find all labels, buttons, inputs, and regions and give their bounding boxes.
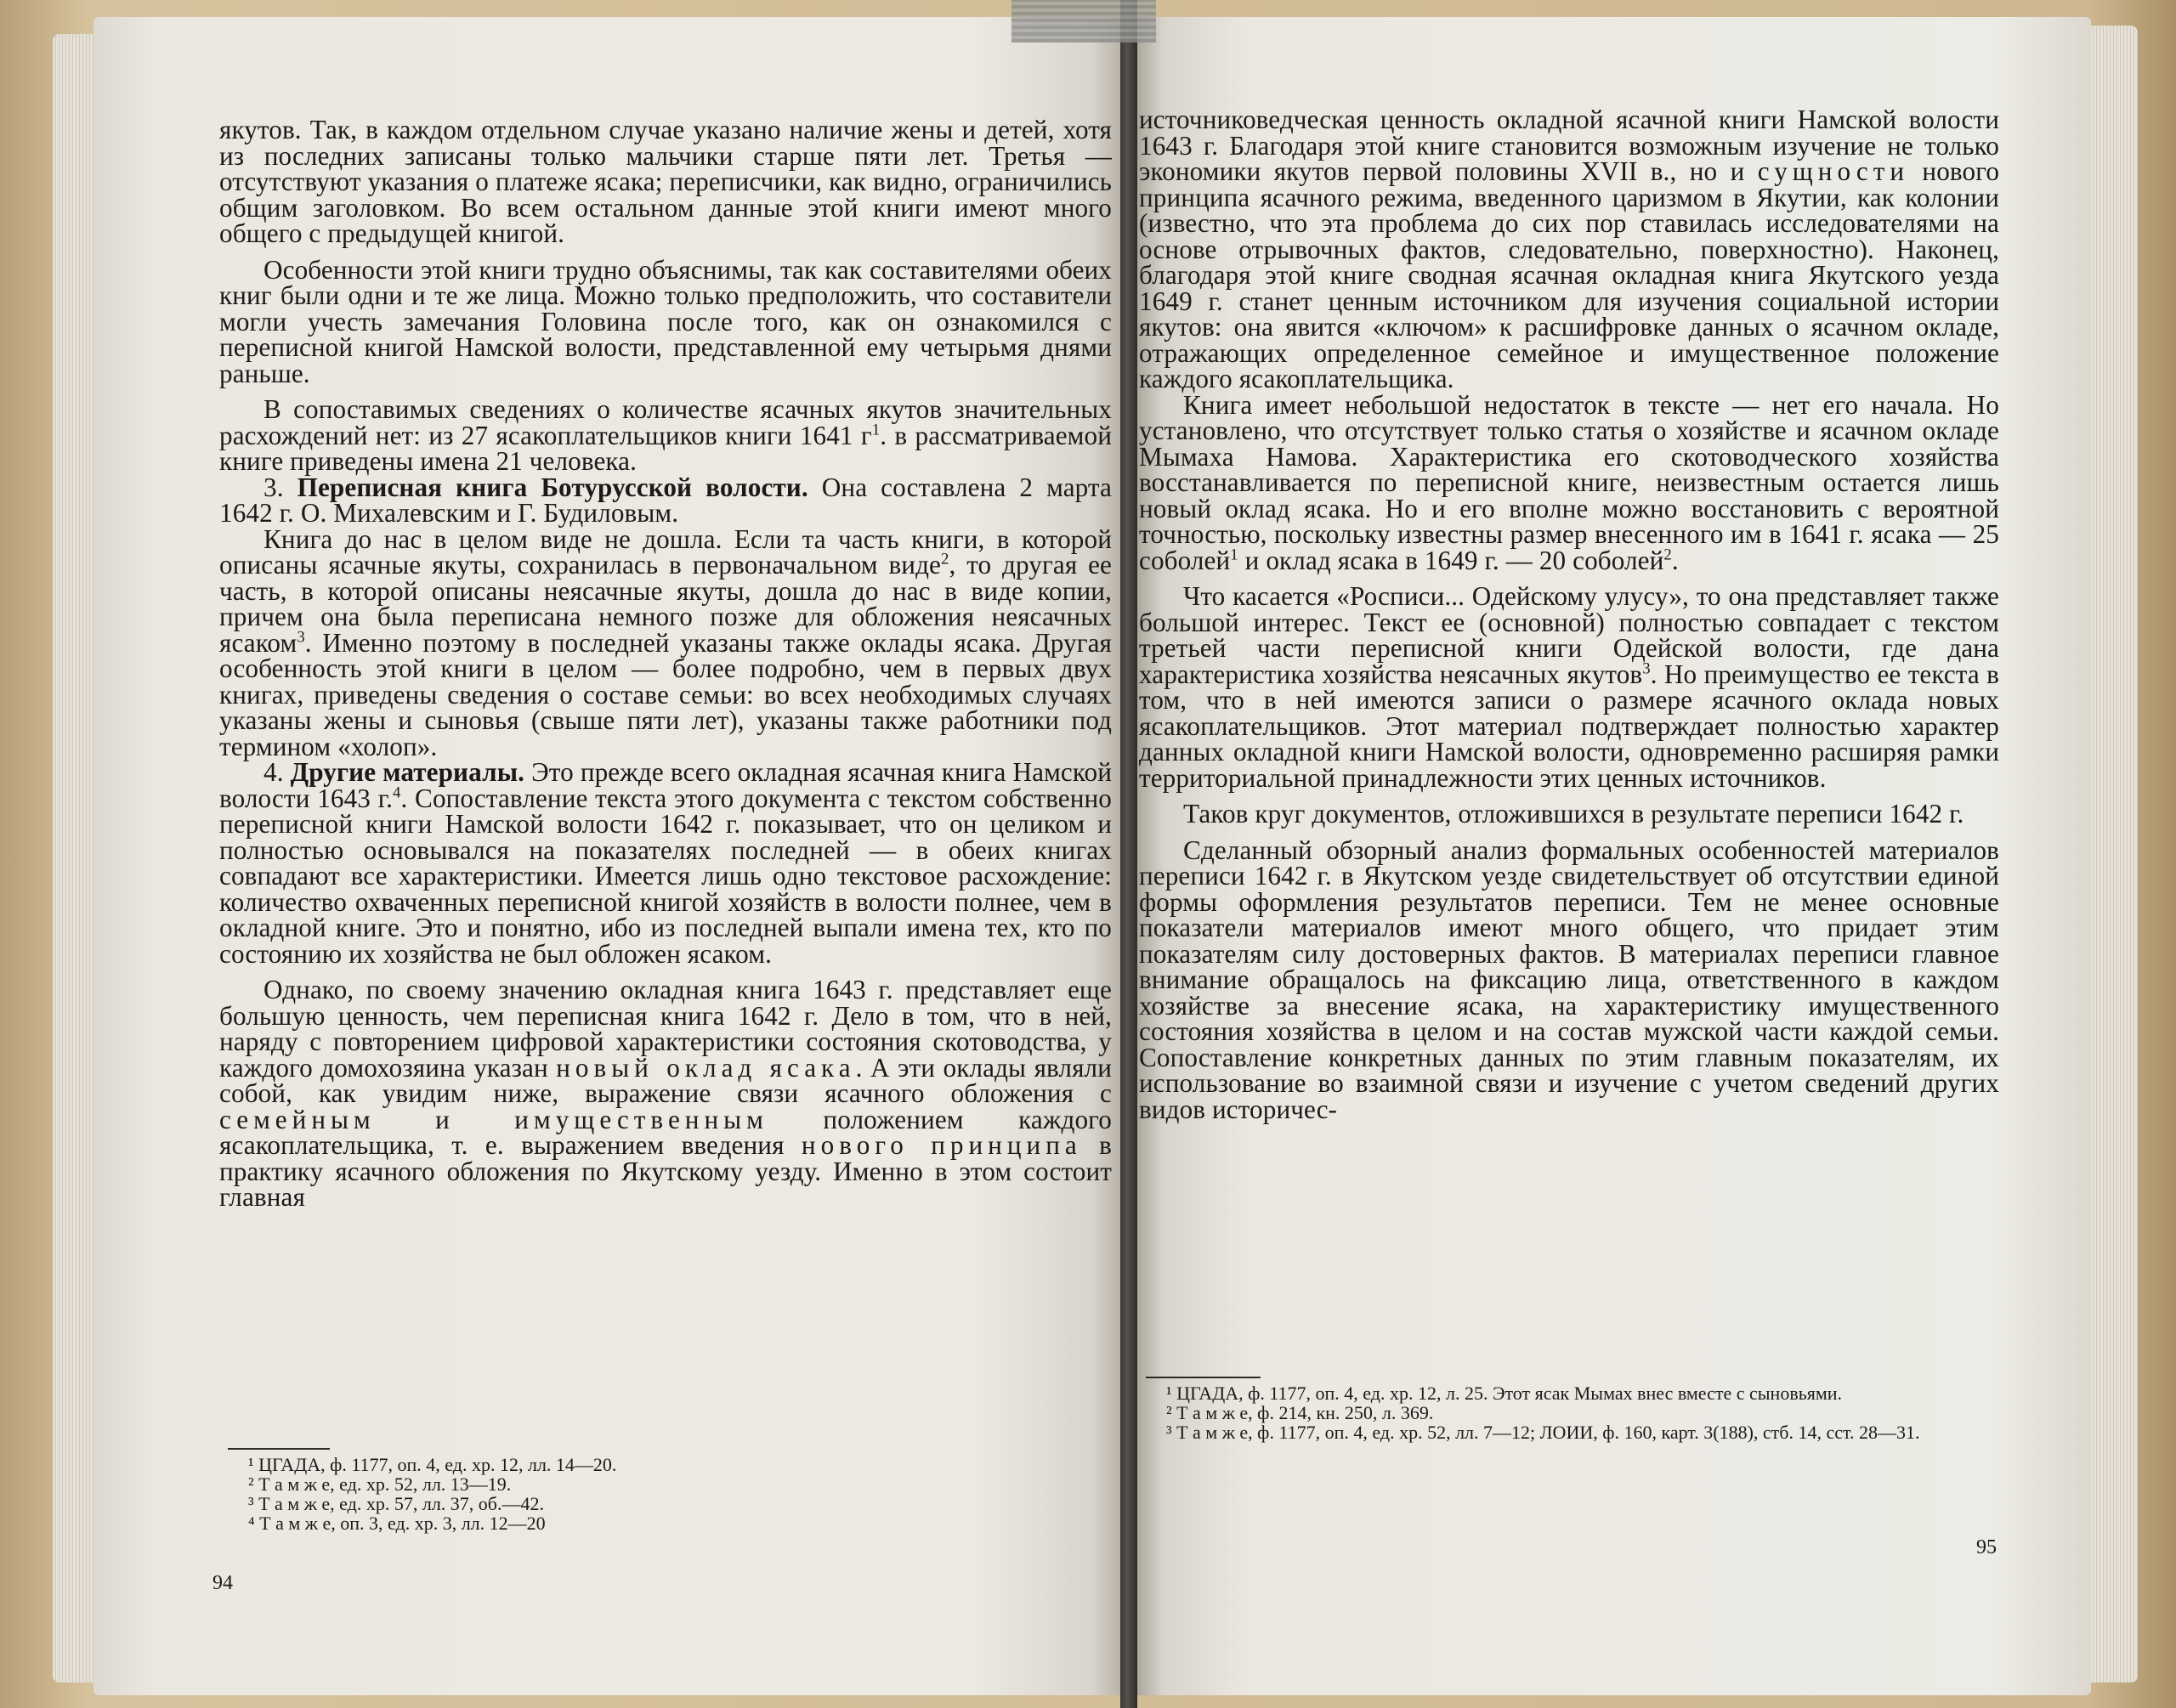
text-run: .	[1671, 545, 1679, 575]
text-run: Она составлена 2 марта 1642 г. О. Михалевским и Г. Будиловым.	[219, 472, 1112, 528]
text-run: Сделанный обзорный анализ формальных особенностей материалов переписи 1642 г. в Якутском уезде свидетельствует об отсутствии единой формы оформления результатов переписи. Тем не менее основные показатели материалов имеют много общего, что придает этим показателям силу достоверных фактов. В материалах переписи главное внимание обращалось на фиксацию лица, ответственного в каждом хозяйстве за внесение ясака, на характеристику имущественного состояния хозяйства в целом и на состав мужской части каждой семьи. Сопоставление конкретных данных по этим главным показателям, их использование во взаимной связи и изучение с учетом сведений других видов историчес-	[1139, 834, 1999, 1124]
right-footnotes	[1146, 1383, 1996, 1442]
left-paragraph	[219, 977, 1112, 1211]
spaced-emphasis: нового принципа	[801, 1130, 1082, 1160]
text-run: в практику ясачного обложения по Якутскому уезду. Именно в этом состоит главная	[219, 1130, 1112, 1212]
footnote-ref: 1	[871, 421, 881, 439]
right-footnote-rule	[1146, 1377, 1261, 1378]
footnote: ⁴ Т а м ж е, оп. 3, ед. хр. 3, лл. 12—20	[248, 1513, 546, 1534]
text-run: Что касается «Росписи... Одейскому улусу», то она представляет также большой интерес. Текст ее (основной) полностью совпадает с текстом третьей части переписной книги Одейской волости, где дана характеристика хозяйства неясачных якутов	[1139, 581, 1999, 689]
footnote: ² Т а м ж е, ед. хр. 52, лл. 13—19.	[248, 1473, 512, 1495]
text-run: нового принципа ясачного режима, введенного царизмом в Якутии, как колонии (известно, что эта проблема до сих пор ставилась исследователями на основе отрывочных фактов, следовательно, поверхностно). Наконец, благодаря этой книге сводная ясачная окладная книга Якутского уезда 1649 г. станет ценным источником для изучения социальной истории якутов: она явится «ключом» к расшифровке данных о ясачном окладе, отражающих определенное семейное и имущественное положение каждого ясакоплательщика.	[1139, 156, 2000, 393]
footnote: ² Т а м ж е, ф. 214, кн. 250, л. 369.	[1166, 1402, 1434, 1423]
text-run: . в рассматриваемой книге приведены имена 21 человека.	[219, 420, 1112, 476]
left-paragraph	[219, 117, 1112, 247]
footnote: ³ Т а м ж е, ф. 1177, оп. 4, ед. хр. 52, лл. 7—12; ЛОИИ, ф. 160, карт. 3(188), стб. 14, сст. 28—31.	[1166, 1422, 1920, 1443]
text-run: положением каждого ясакоплательщика, т. е. выражением введения	[219, 1104, 1112, 1160]
text-run: 4.	[264, 757, 291, 787]
spaced-emphasis: семейным и имущественным	[219, 1104, 768, 1134]
text-run: Таков круг документов, отложившихся в результате переписи 1642 г.	[1183, 799, 1964, 829]
footnote: ³ Т а м ж е, ед. хр. 57, лл. 37, об.—42.	[248, 1493, 545, 1514]
section-heading: Другие материалы.	[290, 757, 525, 787]
text-run: Книга до нас в целом виде не дошла. Если та часть книги, в которой описаны ясачные якуты, сохранилась в первоначальном виде	[219, 523, 1112, 580]
footnote-ref: 2	[1663, 546, 1672, 564]
bookmark-ribbon	[1012, 0, 1156, 42]
text-run: . Но преимущество ее текста в том, что в ней имеются записи о размере ясачного оклада новых ясакоплательщиков. Этот материал подтверждает полностью характер данных окладной книги Намской волости, одновременно расширяя рамки территориальной принадлежности этих ценных источников.	[1139, 659, 1999, 793]
text-run: источниковедческая ценность окладной ясачной книги Намской волости 1643 г. Благодаря этой книге становится возможным изучение не только экономики якутов первой половины XVII в., но и	[1139, 105, 1999, 186]
footnote: ¹ ЦГАДА, ф. 1177, оп. 4, ед. хр. 12, л. 25. Этот ясак Мымах внес вместе с сыновьями.	[1166, 1383, 1843, 1404]
right-paragraph	[1139, 389, 1999, 575]
footnote-ref: 1	[1230, 546, 1238, 564]
left-paragraph	[219, 757, 1112, 969]
right-paragraph	[1139, 581, 1999, 793]
text-run: . Сопоставление текста этого документа с текстом собственно переписной книги Намской волости 1642 г. показывает, что он целиком и полностью основывался на показателях последней — в обеих книгах совпадают все характеристики. Имеется лишь одно текстовое расхождение: количество охваченных переписной книгой хозяйств в волости полнее, чем в окладной книге. Это и понятно, ибо из последней выпали имена тех, кто по состоянию их хозяйства не был обложен ясаком.	[219, 783, 1112, 969]
right-paragraph	[1139, 801, 1999, 828]
text-run: Особенности этой книги трудно объяснимы, так как составителями обеих книг были одни и те же лица. Можно только предположить, что составители могли учесть замечания Головина после того, как он ознакомился с переписной книгой Намской волости, представленной ему четырьмя днями раньше.	[219, 254, 1112, 388]
right-page-body	[1139, 107, 1999, 1123]
text-run: В сопоставимых сведениях о количестве ясачных якутов значительных расхождений нет: из 27 ясакоплательщиков книги 1641 г	[219, 394, 1112, 450]
left-footnote-rule	[228, 1448, 330, 1450]
text-run: Однако, по своему значению окладная книга 1643 г. представляет еще большую ценность, чем переписная книга 1642 г. Дело в том, что в ней, наряду с повторением цифровой характеристики состояния скотоводства, у каждого домохозяина указан	[219, 975, 1112, 1083]
text-run: якутов. Так, в каждом отдельном случае указано наличие жены и детей, хотя из последних записаны только мальчики старше пяти лет. Третья — отсутствуют указания о платеже ясака; переписчики, как видно, ограничились общим заголовком. Во всем остальном данные этой книги имеют много общего с предыдущей книгой.	[219, 115, 1112, 248]
section-heading: Переписная книга Ботурусской волости.	[297, 472, 808, 502]
left-page-number: 94	[212, 1572, 233, 1594]
left-page-body	[219, 117, 1112, 1211]
text-run: . Именно поэтому в последней указаны также оклады ясака. Другая особенность этой книги в целом — более подробно, чем в первых двух книгах, приведены сведения о составе семьи: во всех необходимых случаях указаны жены и сыновья (свыше пяти лет), указаны также работники под термином «холоп».	[219, 627, 1112, 761]
footnote: ¹ ЦГАДА, ф. 1177, оп. 4, ед. хр. 12, лл. 14—20.	[248, 1454, 617, 1475]
text-run: . А эти оклады являли собой, как увидим ниже, выражение связи ясачного обложения с	[219, 1052, 1112, 1108]
book-gutter	[1120, 0, 1137, 1708]
text-run: и оклад ясака в 1649 г. — 20 соболей	[1238, 545, 1664, 575]
right-page-number: 95	[1976, 1536, 1997, 1558]
left-footnotes	[228, 1455, 823, 1533]
text-run: , то другая ее часть, в которой описаны неясачные якуты, дошла до нас в виде копии, причем она была переписана немного позже для обложения неясачных ясаком	[219, 550, 1112, 658]
page-edges-left	[53, 34, 97, 1683]
left-paragraph	[219, 472, 1112, 528]
left-paragraph	[219, 394, 1112, 476]
spaced-emphasis: новый оклад ясака	[556, 1052, 856, 1083]
left-paragraph	[219, 254, 1112, 388]
page-edges-right	[2087, 25, 2138, 1683]
right-paragraph	[1139, 834, 1999, 1124]
text-run: Это прежде всего окладная ясачная книга Намской волости 1643 г.	[219, 757, 1112, 813]
text-run: 3.	[264, 472, 298, 502]
footnote-ref: 3	[297, 628, 305, 647]
footnote-ref: 2	[941, 550, 949, 568]
footnote-ref: 4	[392, 783, 401, 802]
left-paragraph	[219, 523, 1112, 761]
spaced-emphasis: сущности	[1757, 156, 1910, 186]
right-paragraph	[1139, 107, 1999, 393]
text-run: Книга имеет небольшой недостаток в тексте — нет его начала. Но установлено, что отсутствует только статья о хозяйстве и ясачном окладе Мымаха Намова. Характеристика его скотоводческого хозяйства восстанавливается по переписной книге, неизвестным остается лишь новый оклад ясака. Но и его вполне можно восстановить с вероятной точностью, поскольку известны размер внесенного им в 1641 г. ясака — 25 соболей	[1139, 389, 1999, 575]
footnote-ref: 3	[1642, 659, 1651, 678]
